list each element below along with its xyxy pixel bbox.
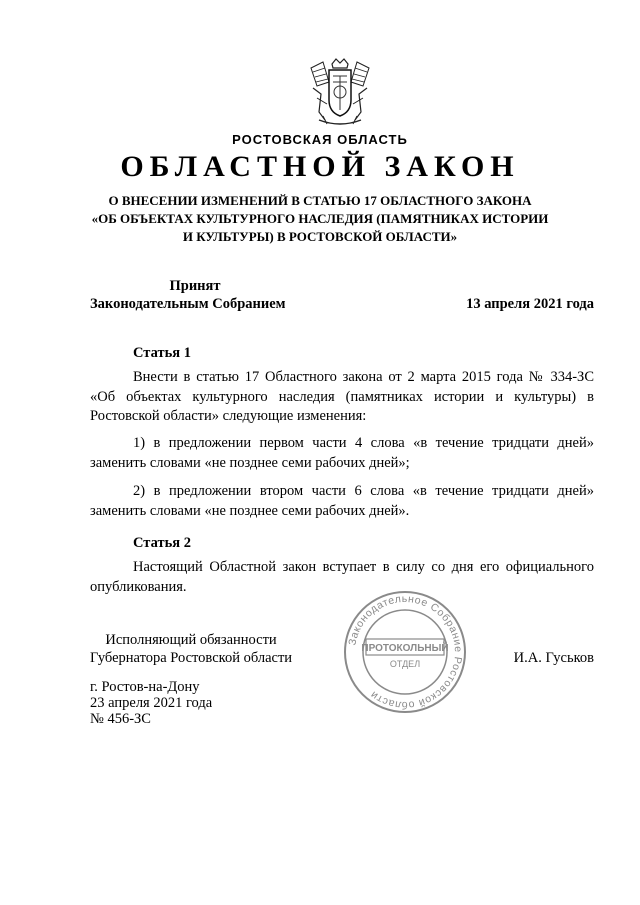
adopted-label: Принят [169,278,221,294]
law-number: № 456-ЗС [90,711,151,727]
article-2-heading: Статья 2 [133,535,191,551]
signatory-name: И.А. Гуськов [513,650,594,666]
article-1-heading: Статья 1 [133,345,191,361]
article-1-item-2: 2) в предложении втором части 6 слова «в течение тридцати дней» заменить словами «не позднее семи рабочих дней». [90,483,594,519]
article-1-intro: Внести в статью 17 Областного закона от 2 марта 2015 года № 334-ЗС «Об объектах культурного наследия (памятниках истории и культуры) в Ростовской области» следующие изменения: [90,369,594,424]
signatory-title [90,631,292,667]
adopted-by: Законодательным Собранием [90,296,286,312]
article-2-text: Настоящий Областной закон вступает в силу со дня его официального опубликования. [90,559,594,595]
city: г. Ростов-на-Дону [90,679,200,695]
signing-date: 23 апреля 2021 года [90,695,213,711]
signatory-title-line: Исполняющий обязанности [105,632,277,648]
stamp-center-line-2: ОТДЕЛ [389,659,421,669]
stamp-ring-text: Законодательное Собрание Ростовской области [346,592,465,712]
official-stamp [342,589,468,715]
law-title: ОБЛАСТНОЙ ЗАКОН [120,150,520,183]
subtitle-line: «ОБ ОБЪЕКТАХ КУЛЬТУРНОГО НАСЛЕДИЯ (ПАМЯТНИКАХ ИСТОРИИ [91,211,549,226]
place-and-date [90,679,212,727]
law-subtitle [90,192,550,246]
signatory-title-line: Губернатора Ростовской области [90,650,293,666]
article-1-item-1: 1) в предложении первом части 4 слова «в течение тридцати дней» заменить словами «не позднее семи рабочих дней»; [90,435,594,471]
adoption-date: 13 апреля 2021 года [466,296,594,312]
stamp-center-line-1: ПРОТОКОЛЬНЫЙ [361,643,449,654]
subtitle-line: И КУЛЬТУРЫ) В РОСТОВСКОЙ ОБЛАСТИ» [182,229,458,244]
subtitle-line: О ВНЕСЕНИИ ИЗМЕНЕНИЙ В СТАТЬЮ 17 ОБЛАСТНОГО ЗАКОНА [108,193,532,208]
region-name: РОСТОВСКАЯ ОБЛАСТЬ [232,132,408,147]
coat-of-arms-icon [303,58,377,128]
